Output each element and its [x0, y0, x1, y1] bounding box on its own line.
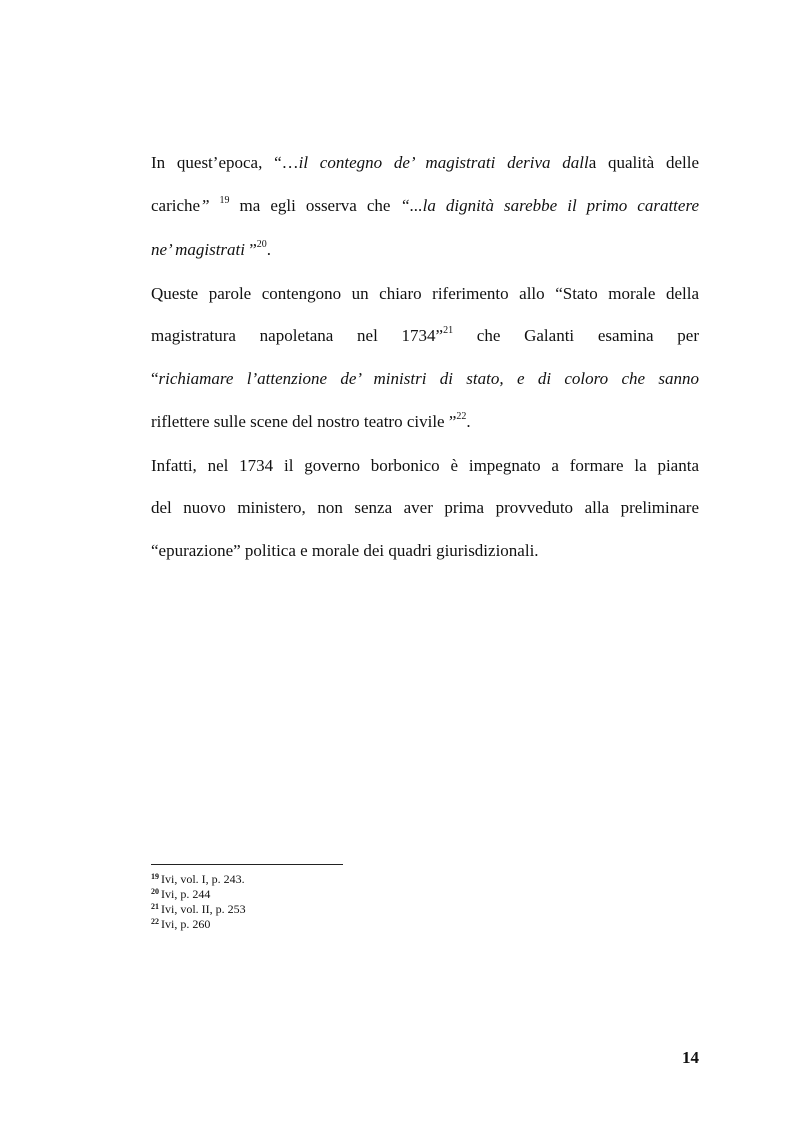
body-line	[151, 284, 699, 304]
text-run: In quest’epoca, “…	[151, 153, 299, 172]
italic-quote: ”	[200, 196, 220, 215]
text-run: riflettere sulle scene del nostro teatro civile ”	[151, 412, 457, 431]
footnote-ref: 20	[256, 239, 267, 251]
italic-quote: richiamare l’attenzione de’ ministri di stato, e di coloro che sanno	[158, 369, 699, 388]
footnote	[151, 902, 246, 918]
body-line	[151, 326, 699, 346]
body-line	[151, 498, 699, 518]
footnote-ref: 22	[456, 411, 467, 423]
body-line	[151, 541, 699, 561]
footnote-text: Ivi, vol. I, p. 243.	[161, 872, 245, 886]
text-run: Queste parole contengono un chiaro riferimento allo “Stato morale della	[151, 284, 699, 303]
text-run: cariche	[151, 196, 201, 215]
footnote	[151, 887, 210, 903]
body-line	[151, 456, 699, 476]
text-run: .	[466, 412, 471, 431]
body-line	[151, 196, 699, 216]
footnote-text: Ivi, vol. II, p. 253	[161, 902, 246, 916]
footnote-number: 19	[151, 872, 159, 881]
text-run: ma egli osserva che	[229, 196, 401, 215]
footnote-text: Ivi, p. 244	[161, 887, 211, 901]
italic-quote: “...la dignità sarebbe il primo carattere	[400, 196, 699, 215]
italic-quote: il contegno de’ magistrati deriva dall	[298, 153, 589, 172]
body-line	[151, 240, 699, 260]
text-run: a qualità delle	[588, 153, 700, 172]
italic-quote: ne’ magistrati	[151, 240, 250, 259]
footnote-number: 20	[151, 887, 159, 896]
body-line	[151, 369, 699, 389]
text-run: .	[266, 240, 272, 259]
page-number: 14	[682, 1048, 699, 1067]
footnote-ref: 19	[219, 195, 230, 207]
footnote-number: 21	[151, 902, 159, 911]
footnote	[151, 917, 210, 933]
footnote-separator	[151, 864, 343, 865]
text-run: Infatti, nel 1734 il governo borbonico è impegnato a formare la pianta	[151, 456, 699, 475]
footnote	[151, 872, 245, 888]
footnote-ref: 21	[443, 325, 454, 337]
text-run: del nuovo ministero, non senza aver prima provveduto alla preliminare	[151, 498, 699, 517]
text-run: “epurazione” politica e morale dei quadri giurisdizionali.	[151, 541, 539, 560]
body-line	[151, 412, 699, 432]
footnote-number: 22	[151, 917, 159, 926]
text-run: ”	[249, 240, 257, 259]
text-run: che Galanti esamina per	[453, 326, 699, 345]
footnote-text: Ivi, p. 260	[161, 917, 211, 931]
body-line	[151, 153, 699, 173]
text-run: magistratura napoletana nel 1734”	[151, 326, 444, 345]
text-run: “	[151, 369, 159, 388]
